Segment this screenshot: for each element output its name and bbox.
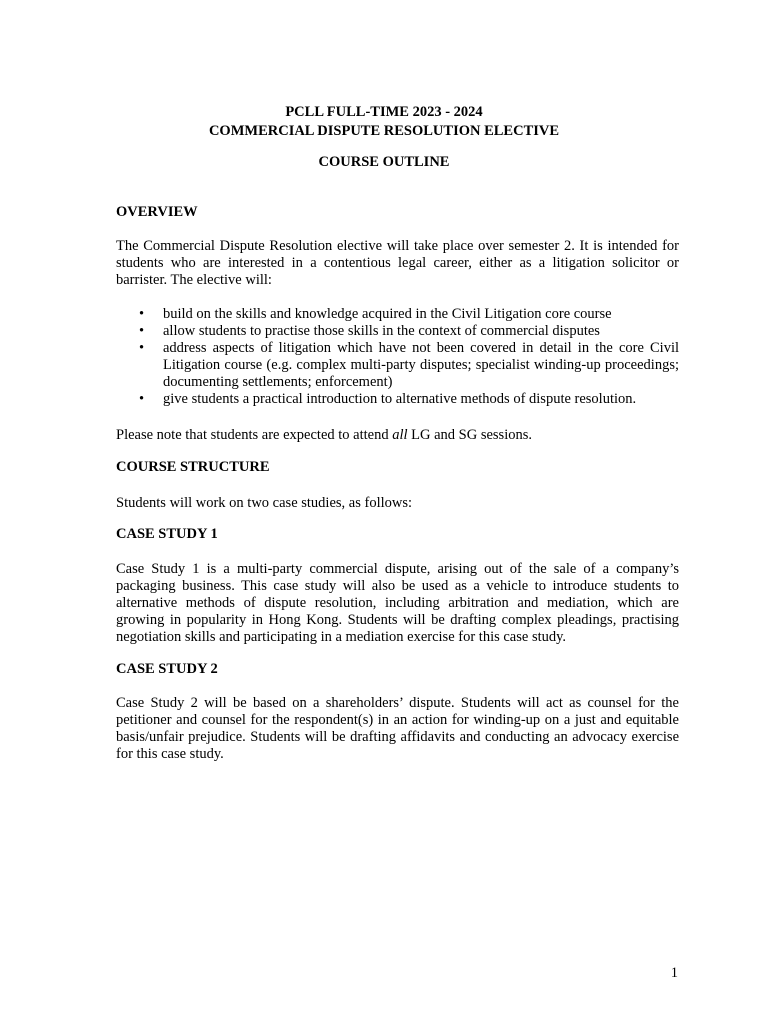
list-item [116, 391, 679, 408]
document-subtitle: COURSE OUTLINE [318, 154, 450, 170]
course-structure-text: Students will work on two case studies, as follows: [116, 495, 413, 511]
title-line-1: PCLL FULL-TIME 2023 - 2024 [285, 104, 483, 120]
case-study-1-text: Case Study 1 is a multi-party commercial dispute, arising out of the sale of a company’s packaging business. This case study will also be used as a vehicle to introduce students to alternative methods of dispute resolution, including arbitration and mediation, which are growing in popularity in Hong Kong. Students will be drafting complex pleadings, practising negotiation skills and participating in a mediation exercise for this case study. [116, 561, 679, 645]
case-study-2-heading: CASE STUDY 2 [116, 661, 218, 677]
list-item [116, 306, 679, 323]
case-study-2-text: Case Study 2 will be based on a shareholders’ dispute. Students will act as counsel for the petitioner and counsel for the respondent(s) in an action for winding-up on a just and equitable basis/unfair prejudice. Students will be drafting affidavits and conducting an advocacy exercise for this case study. [116, 695, 679, 762]
list-item [116, 323, 679, 340]
attendance-note-end: LG and SG sessions. [407, 427, 532, 443]
bullet-text: give students a practical introduction to alternative methods of dispute resolution. [163, 391, 637, 407]
overview-intro: The Commercial Dispute Resolution elective will take place over semester 2. It is intended for students who are interested in a contentious legal career, either as a litigation solicitor or barrister. The elective will: [116, 238, 679, 288]
bullet-icon: • [139, 306, 145, 322]
case-study-1-heading: CASE STUDY 1 [116, 526, 218, 542]
title-line-2: COMMERCIAL DISPUTE RESOLUTION ELECTIVE [208, 123, 560, 139]
overview-bullet-list [116, 306, 679, 408]
overview-heading: OVERVIEW [116, 204, 198, 220]
document-title [0, 103, 768, 141]
attendance-note-start: Please note that students are expected to attend [116, 427, 393, 443]
bullet-icon: • [139, 340, 145, 356]
bullet-text: build on the skills and knowledge acquired in the Civil Litigation core course [163, 306, 612, 322]
bullet-text: allow students to practise those skills in the context of commercial disputes [163, 323, 600, 339]
course-structure-heading: COURSE STRUCTURE [116, 459, 270, 475]
page-number: 1 [670, 965, 678, 981]
bullet-text: address aspects of litigation which have not been covered in detail in the core Civil Litigation course (e.g. complex multi-party disputes; specialist winding-up proceedings; documenting settlements; enforcement) [163, 340, 679, 390]
attendance-note-emphasis: all [392, 427, 408, 443]
bullet-icon: • [139, 323, 145, 339]
list-item [116, 340, 679, 391]
attendance-note [116, 427, 679, 444]
bullet-icon: • [139, 391, 145, 407]
